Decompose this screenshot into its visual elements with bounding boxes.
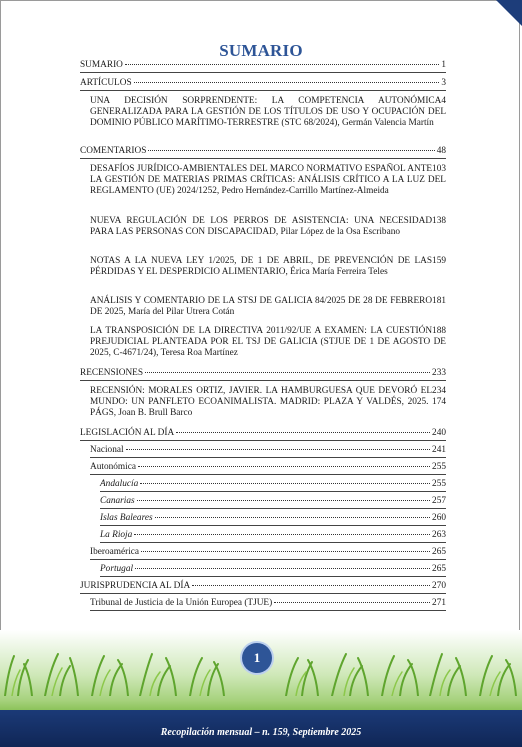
toc-page: 255 bbox=[432, 479, 446, 489]
toc-label: Islas Baleares bbox=[100, 513, 153, 523]
toc-label: LA TRANSPOSICIÓN DE LA DIRECTIVA 2011/92/UE A EXAMEN: LA CUESTIÓN PREJUDICIAL PLANTEADA POR EL TSJ DE GALICIA (STJUE DE 1 DE AGOSTO DE 2025, C-4671/24), Teresa Roa Martínez bbox=[90, 326, 446, 359]
toc-entry-comentario[interactable] bbox=[90, 296, 446, 320]
toc-label: Tribunal de Justicia de la Unión Europea (TJUE) bbox=[90, 598, 273, 608]
toc-page: 233 bbox=[432, 368, 446, 378]
toc-label: Nacional bbox=[90, 445, 124, 455]
toc-label: DESAFÍOS JURÍDICO-AMBIENTALES DEL MARCO NORMATIVO ESPAÑOL ANTE LA GESTIÓN DE MATERIAS PRIMAS CRÍTICAS: ANÁLISIS CRÍTICO A LA LUZ DEL REGLAMENTO (UE) 2024/1252, Pedro Hernández-Carrillo Martínez-Almeida bbox=[90, 164, 446, 197]
toc-page: 265 bbox=[432, 564, 446, 574]
toc-entry-comentario[interactable] bbox=[90, 164, 446, 210]
toc-section-legislacion[interactable] bbox=[80, 428, 446, 439]
toc-label: NOTAS A LA NUEVA LEY 1/2025, DE 1 DE ABRIL, DE PREVENCIÓN DE LAS PÉRDIDAS Y EL DESPERDICIO ALIMENTARIO, Érica María Ferreira Teles bbox=[90, 256, 433, 278]
toc-label: Portugal bbox=[100, 564, 134, 574]
dot-leader bbox=[155, 517, 430, 518]
dot-leader bbox=[192, 585, 430, 586]
toc-entry-autonomica[interactable] bbox=[90, 462, 446, 473]
dot-leader bbox=[176, 432, 430, 433]
toc-label: UNA DECISIÓN SORPRENDENTE: LA COMPETENCIA AUTONÓMICA GENERALIZADA PARA LA GESTIÓN DE LOS TÍTULOS DE USO Y OCUPACIÓN DEL DOMINIO PÚBLICO MARÍTIMO-TERRESTRE (STC 68/2024), Germán Valencia Martín bbox=[90, 96, 446, 129]
toc-page: 138 bbox=[432, 216, 446, 226]
corner-decoration bbox=[496, 0, 522, 26]
toc-label: JURISPRUDENCIA AL DÍA bbox=[80, 581, 191, 591]
toc-page: 4 bbox=[441, 96, 446, 106]
toc-entry-comentario[interactable] bbox=[90, 326, 446, 360]
toc-page: 241 bbox=[432, 445, 446, 455]
dot-leader bbox=[126, 449, 430, 450]
toc-page: 234 bbox=[432, 386, 446, 396]
toc-page: 265 bbox=[432, 547, 446, 557]
toc-page: 3 bbox=[441, 78, 446, 88]
toc-page: 240 bbox=[432, 428, 446, 438]
dot-leader bbox=[134, 82, 440, 83]
dot-leader bbox=[141, 551, 430, 552]
toc-section-comentarios[interactable] bbox=[80, 146, 446, 157]
toc-label: NUEVA REGULACIÓN DE LOS PERROS DE ASISTENCIA: UNA NECESIDAD PARA LAS PERSONAS CON DISCAPACIDAD, Pilar López de la Osa Escribano bbox=[90, 216, 433, 238]
toc-page: 159 bbox=[432, 256, 446, 266]
toc-page: 181 bbox=[432, 296, 446, 306]
toc-section-jurisprudencia[interactable] bbox=[80, 581, 446, 592]
toc-label: RECENSIÓN: MORALES ORTIZ, JAVIER. LA HAMBURGUESA QUE DEVORÓ EL MUNDO: UN PANFLETO ECOANIMALISTA. MADRID: PLAZA Y VALDÉS, 2025. 174 PÁGS, Joan B. Brull Barco bbox=[90, 386, 446, 419]
footer-text: Recopilación mensual – n. 159, Septiembre 2025 bbox=[160, 727, 362, 738]
toc-entry-articulo[interactable] bbox=[90, 96, 446, 142]
toc-section-sumario[interactable] bbox=[80, 60, 446, 71]
dot-leader bbox=[274, 602, 430, 603]
toc-entry-recension[interactable] bbox=[90, 386, 446, 420]
dot-leader bbox=[140, 483, 430, 484]
toc-label: ANÁLISIS Y COMENTARIO DE LA STSJ DE GALICIA 84/2025 DE 28 DE FEBRERO DE 2025, María del Pilar Utrera Cotán bbox=[90, 296, 433, 318]
toc-entry-iberoamerica[interactable] bbox=[90, 547, 446, 558]
toc-entry-nacional[interactable] bbox=[90, 445, 446, 456]
toc-page: 255 bbox=[432, 462, 446, 472]
toc-entry-comentario[interactable] bbox=[90, 216, 446, 250]
toc-section-articulos[interactable] bbox=[80, 78, 446, 89]
toc-page: 263 bbox=[432, 530, 446, 540]
dot-leader bbox=[137, 500, 430, 501]
toc-page: 260 bbox=[432, 513, 446, 523]
toc-entry-la-rioja[interactable] bbox=[100, 530, 446, 541]
toc-page: 271 bbox=[432, 598, 446, 608]
toc-entry-portugal[interactable] bbox=[100, 564, 446, 575]
toc-entry-tjue[interactable] bbox=[90, 598, 446, 609]
dot-leader bbox=[145, 372, 430, 373]
toc-page: 257 bbox=[432, 496, 446, 506]
toc-page: 188 bbox=[432, 326, 446, 336]
toc-label: Autonómica bbox=[90, 462, 136, 472]
toc-label: Canarias bbox=[100, 496, 135, 506]
toc-entry-canarias[interactable] bbox=[100, 496, 446, 507]
page-title: SUMARIO bbox=[219, 41, 303, 60]
toc-label: SUMARIO bbox=[80, 60, 123, 70]
toc-label: La Rioja bbox=[100, 530, 133, 540]
toc-page: 270 bbox=[432, 581, 446, 591]
page-number-badge: 1 bbox=[242, 643, 272, 673]
toc-page: 1 bbox=[441, 60, 446, 70]
toc-entry-comentario[interactable] bbox=[90, 256, 446, 290]
toc-section-recensiones[interactable] bbox=[80, 368, 446, 379]
dot-leader bbox=[148, 150, 434, 151]
toc-label: RECENSIONES bbox=[80, 368, 144, 378]
dot-leader bbox=[134, 534, 430, 535]
toc-label: Andalucía bbox=[100, 479, 139, 489]
dot-leader bbox=[135, 568, 430, 569]
dot-leader bbox=[138, 466, 430, 467]
dot-leader bbox=[125, 64, 439, 65]
toc-page: 48 bbox=[436, 146, 446, 156]
toc-label: LEGISLACIÓN AL DÍA bbox=[80, 428, 175, 438]
toc-page: 103 bbox=[432, 164, 446, 174]
toc-label: COMENTARIOS bbox=[80, 146, 147, 156]
toc-entry-andalucia[interactable] bbox=[100, 479, 446, 490]
toc-label: ARTÍCULOS bbox=[80, 78, 132, 88]
toc-entry-islas-baleares[interactable] bbox=[100, 513, 446, 524]
toc-label: Iberoamérica bbox=[90, 547, 140, 557]
